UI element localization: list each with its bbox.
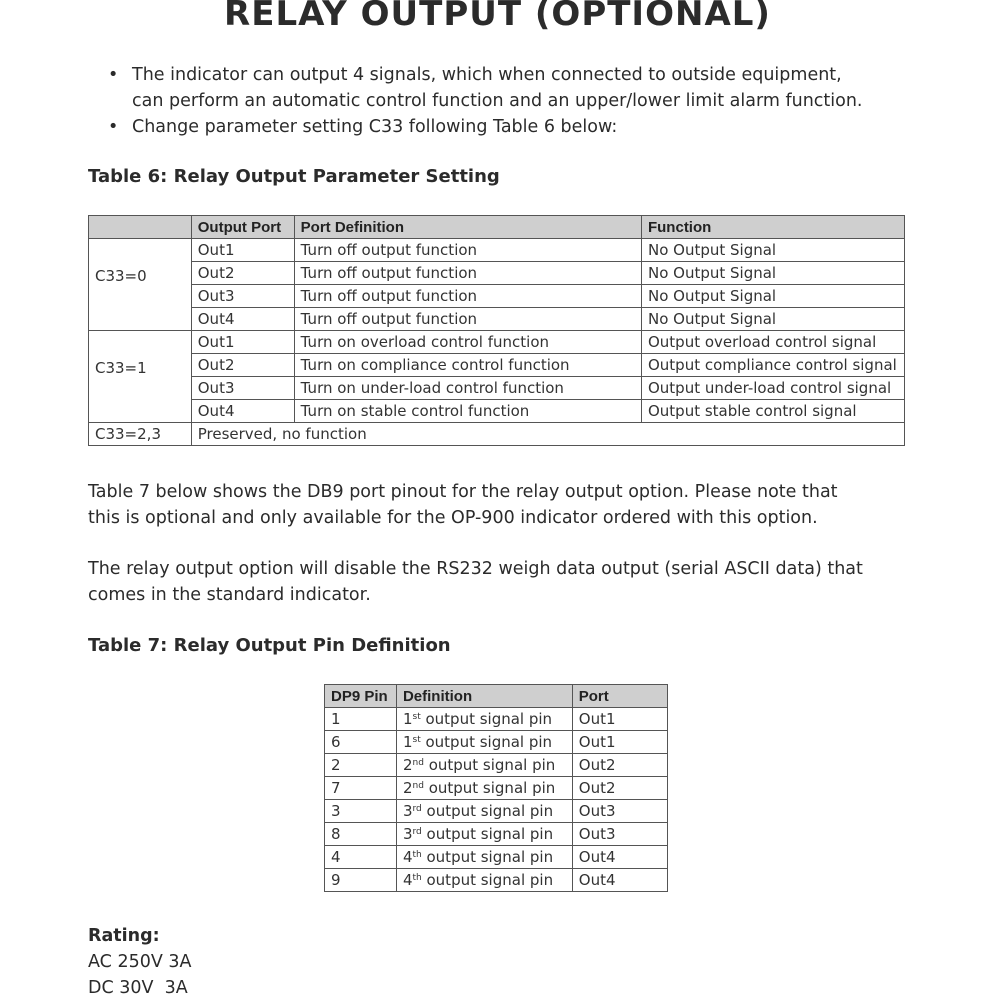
definition-text: output signal pin [420, 710, 553, 728]
ordinal-suffix: th [412, 850, 422, 860]
port-cell: Out3 [572, 800, 667, 823]
pin-cell: 7 [325, 777, 397, 800]
header-cell [89, 216, 192, 239]
group-label: C33=1 [95, 358, 147, 377]
definition-cell [396, 708, 572, 731]
table-row [89, 354, 905, 377]
function-cell: No Output Signal [641, 308, 904, 331]
header-cell: Port Definition [294, 216, 641, 239]
page-title: RELAY OUTPUT (OPTIONAL) [224, 0, 771, 34]
port-cell: Out1 [572, 708, 667, 731]
table-row [89, 423, 905, 446]
table-row [89, 262, 905, 285]
ordinal-number: 2 [402, 756, 413, 774]
function-cell: No Output Signal [641, 239, 904, 262]
table-row [325, 800, 668, 823]
table-row [89, 239, 905, 262]
ordinal-number: 4 [402, 848, 413, 866]
function-cell: Output stable control signal [641, 400, 904, 423]
relay-parameter-table [88, 215, 905, 446]
function-cell: No Output Signal [641, 262, 904, 285]
definition-cell: Turn off output function [294, 308, 641, 331]
table-row [325, 823, 668, 846]
port-cell: Out1 [572, 731, 667, 754]
port-cell: Out2 [572, 777, 667, 800]
definition-text: output signal pin [421, 848, 554, 866]
definition-cell [396, 823, 572, 846]
paragraph-line: Table 7 below shows the DB9 port pinout for the relay output option. Please note that [88, 482, 838, 502]
port-cell: Out2 [191, 262, 294, 285]
definition-cell [396, 800, 572, 823]
relay-pin-table [324, 684, 668, 892]
ordinal-suffix: nd [412, 781, 424, 791]
port-cell: Out1 [191, 331, 294, 354]
ordinal-suffix: st [412, 735, 421, 745]
ordinal-number: 1 [402, 710, 413, 728]
group-label-cell: C33=2,3 [89, 423, 192, 446]
definition-cell [396, 731, 572, 754]
paragraph-line: The relay output option will disable the RS232 weigh data output (serial ASCII data) that [88, 559, 863, 579]
header-cell: Function [641, 216, 904, 239]
table-row [89, 377, 905, 400]
port-cell: Out2 [572, 754, 667, 777]
ordinal-suffix: rd [412, 827, 422, 837]
bullet-dot-icon: • [108, 65, 119, 85]
header-cell: Definition [396, 685, 572, 708]
preserved-cell: Preserved, no function [191, 423, 904, 446]
function-cell: Output overload control signal [641, 331, 904, 354]
port-cell: Out4 [191, 400, 294, 423]
table-row [325, 708, 668, 731]
definition-text: output signal pin [421, 825, 554, 843]
table-row [325, 754, 668, 777]
pin-cell: 2 [325, 754, 397, 777]
ordinal-number: 2 [402, 779, 413, 797]
definition-text: output signal pin [421, 871, 554, 889]
definition-text: output signal pin [423, 779, 556, 797]
definition-cell: Turn on compliance control function [294, 354, 641, 377]
definition-text: output signal pin [420, 733, 553, 751]
port-cell: Out3 [191, 285, 294, 308]
table7-caption: Table 7: Relay Output Pin Definition [88, 635, 451, 656]
definition-cell: Turn off output function [294, 262, 641, 285]
definition-cell [396, 846, 572, 869]
header-cell: Port [572, 685, 667, 708]
pinout-note-paragraph [88, 479, 918, 531]
port-cell: Out1 [191, 239, 294, 262]
rating-heading: Rating: [88, 926, 160, 946]
ordinal-suffix: nd [412, 758, 424, 768]
pin-cell: 9 [325, 869, 397, 892]
ordinal-number: 3 [402, 802, 413, 820]
bullet-item [108, 114, 863, 140]
function-cell: No Output Signal [641, 285, 904, 308]
bullet-text-line: The indicator can output 4 signals, which when connected to outside equipment, [132, 65, 842, 85]
definition-cell: Turn on overload control function [294, 331, 641, 354]
header-cell: DP9 Pin [325, 685, 397, 708]
pin-cell: 4 [325, 846, 397, 869]
table-row [89, 308, 905, 331]
table-row [89, 331, 905, 354]
port-cell: Out2 [191, 354, 294, 377]
bullet-dot-icon: • [108, 117, 119, 137]
table-row [89, 400, 905, 423]
intro-bullet-list [108, 62, 863, 140]
pin-cell: 1 [325, 708, 397, 731]
group-label-cell [89, 331, 192, 423]
definition-cell: Turn on stable control function [294, 400, 641, 423]
table-header-row [325, 685, 668, 708]
rating-ac: AC 250V 3A [88, 952, 192, 972]
pin-cell: 8 [325, 823, 397, 846]
group-label-cell [89, 239, 192, 331]
table-row [325, 846, 668, 869]
ordinal-suffix: rd [412, 804, 422, 814]
definition-cell: Turn off output function [294, 239, 641, 262]
port-cell: Out4 [572, 846, 667, 869]
function-cell: Output under-load control signal [641, 377, 904, 400]
function-cell: Output compliance control signal [641, 354, 904, 377]
ordinal-number: 4 [402, 871, 413, 889]
table-header-row [89, 216, 905, 239]
definition-text: output signal pin [423, 756, 556, 774]
rating-dc: DC 30V 3A [88, 978, 188, 998]
header-cell: Output Port [191, 216, 294, 239]
bullet-text-line: can perform an automatic control function and an upper/lower limit alarm function. [132, 91, 863, 111]
ordinal-number: 1 [402, 733, 413, 751]
port-cell: Out3 [572, 823, 667, 846]
table-row [89, 285, 905, 308]
ordinal-suffix: th [412, 873, 422, 883]
paragraph-line: this is optional and only available for the OP-900 indicator ordered with this option. [88, 508, 818, 528]
definition-cell: Turn on under-load control function [294, 377, 641, 400]
ordinal-suffix: st [412, 712, 421, 722]
table6-caption: Table 6: Relay Output Parameter Setting [88, 166, 500, 187]
port-cell: Out4 [572, 869, 667, 892]
definition-cell [396, 754, 572, 777]
bullet-text-line: Change parameter setting C33 following Table 6 below: [132, 117, 618, 137]
pin-cell: 3 [325, 800, 397, 823]
definition-cell: Turn off output function [294, 285, 641, 308]
group-label: C33=0 [95, 266, 147, 285]
table-row [325, 731, 668, 754]
paragraph-line: comes in the standard indicator. [88, 585, 371, 605]
port-cell: Out3 [191, 377, 294, 400]
ordinal-number: 3 [402, 825, 413, 843]
rs232-note-paragraph [88, 556, 918, 608]
definition-cell [396, 777, 572, 800]
table-row [325, 777, 668, 800]
bullet-item [108, 62, 863, 114]
port-cell: Out4 [191, 308, 294, 331]
table-row [325, 869, 668, 892]
definition-cell [396, 869, 572, 892]
rating-block [88, 923, 192, 1001]
pin-cell: 6 [325, 731, 397, 754]
definition-text: output signal pin [421, 802, 554, 820]
